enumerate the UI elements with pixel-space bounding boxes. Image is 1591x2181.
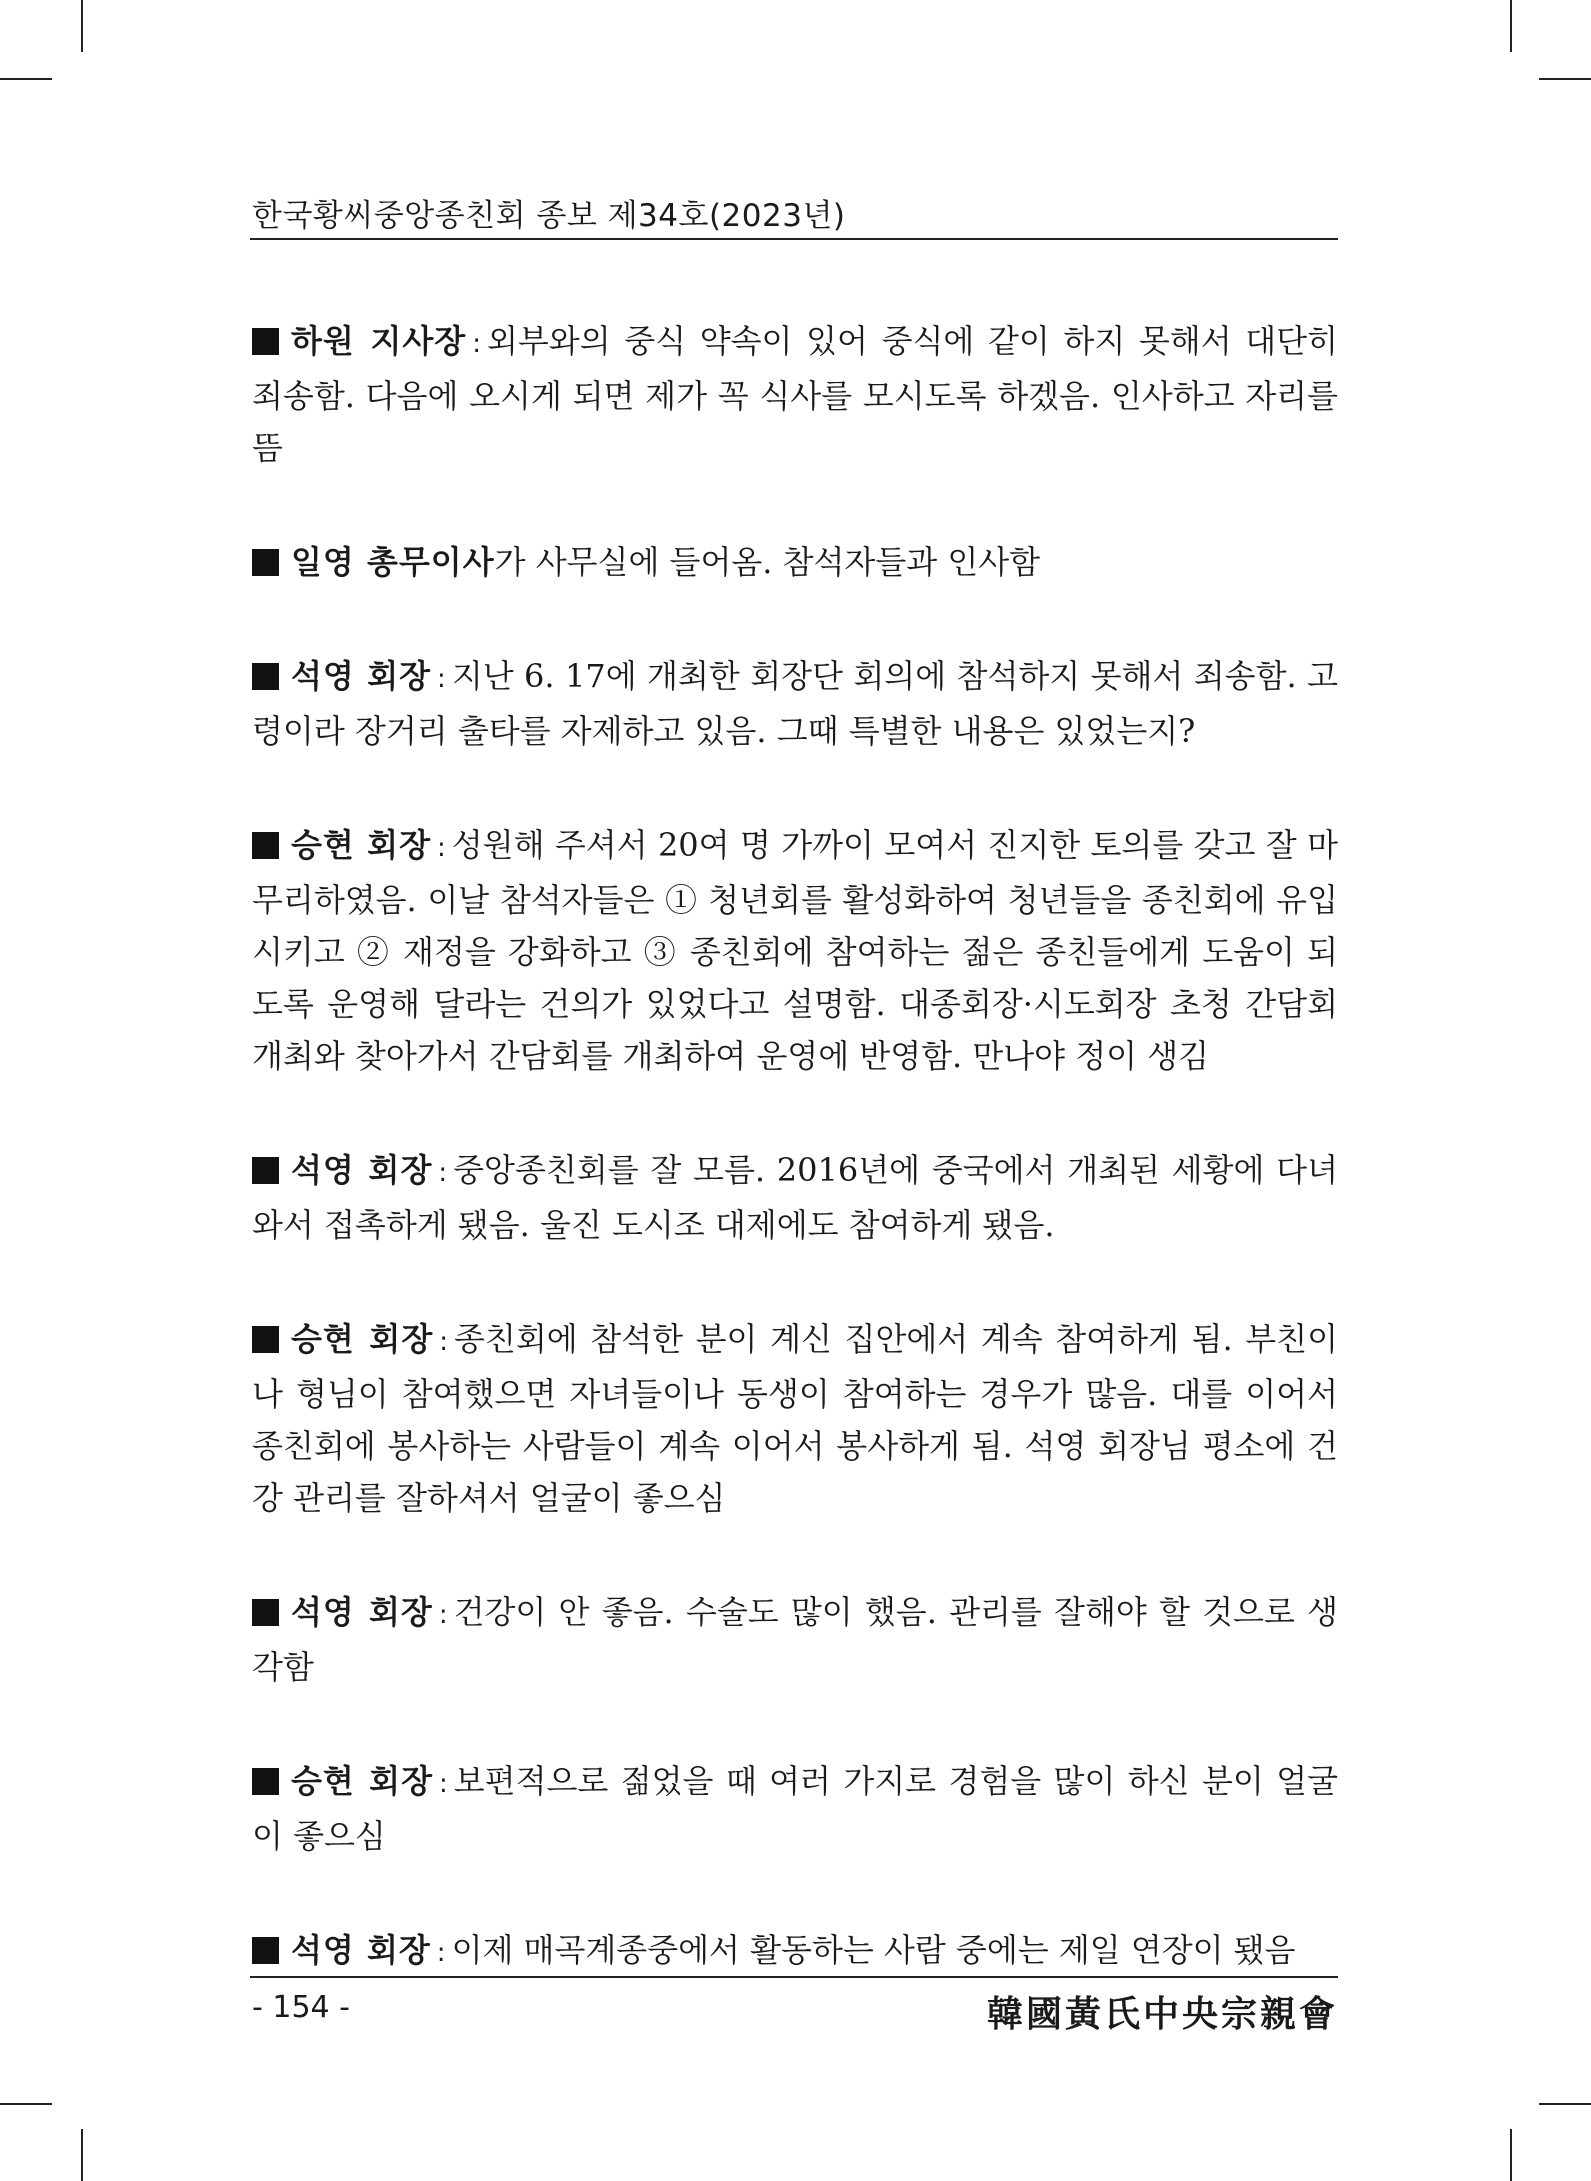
speaker-name: 석영 회장: [291, 1931, 431, 1969]
separator: :: [436, 1938, 446, 1968]
paragraph-text: 건강이 안 좋음. 수술도 많이 했음. 관리를 잘해야 할 것으로 생각함: [252, 1593, 1339, 1686]
square-bullet-icon: [252, 1768, 279, 1795]
paragraph-text: 외부와의 중식 약속이 있어 중식에 같이 하지 못해서 대단히 죄송함. 다음에 오시게 되면 제가 꼭 식사를 모시도록 하겠음. 인사하고 자리를 뜸: [252, 322, 1339, 467]
paragraph-text: 가 사무실에 들어옴. 참석자들과 인사함: [494, 543, 1041, 581]
separator: :: [438, 1600, 448, 1630]
separator: :: [436, 833, 446, 863]
speaker-name: 석영 회장: [291, 1151, 433, 1189]
paragraph-text: 이제 매곡계종중에서 활동하는 사람 중에는 제일 연장이 됐음: [451, 1931, 1296, 1969]
paragraph: [252, 1924, 1338, 1979]
paragraph: [252, 1755, 1338, 1862]
crop-mark: [1539, 2103, 1591, 2105]
separator: :: [472, 329, 481, 359]
paragraph: [252, 1144, 1338, 1251]
paragraph: [252, 1586, 1338, 1693]
speaker-name: 승현 회장: [291, 1762, 433, 1800]
square-bullet-icon: [252, 328, 279, 355]
speaker-name: 승현 회장: [291, 1320, 434, 1358]
running-header-title: 한국황씨중앙종친회 종보 제34호(2023년): [252, 198, 846, 234]
square-bullet-icon: [252, 663, 279, 690]
separator: :: [438, 1158, 448, 1188]
footer-divider: [250, 1976, 1338, 1978]
square-bullet-icon: [252, 1157, 279, 1184]
speaker-name: 승현 회장: [291, 826, 431, 864]
speaker-name: 석영 회장: [291, 657, 432, 695]
crop-mark: [0, 2103, 52, 2105]
header-divider: [250, 238, 1338, 240]
crop-mark: [1539, 78, 1591, 80]
separator: :: [437, 664, 446, 694]
crop-mark: [1510, 2129, 1512, 2181]
paragraph-text: 종친회에 참석한 분이 계신 집안에서 계속 참여하게 됨. 부친이나 형님이 참여했으면 자녀들이나 동생이 참여하는 경우가 많음. 대를 이어서 종친회에 봉사하는 사람들이 계속 이어서 봉사하게 됨. 석영 회장님 평소에 건강 관리를 잘하셔서 얼굴이 좋으심: [252, 1320, 1338, 1517]
paragraph: [252, 536, 1338, 588]
square-bullet-icon: [252, 549, 279, 576]
crop-mark: [81, 2129, 83, 2181]
paragraph-text: 성원해 주셔서 20여 명 가까이 모여서 진지한 토의를 갖고 잘 마무리하였음. 이날 참석자들은 ① 청년회를 활성화하여 청년들을 종친회에 유입시키고 ② 재정을 강화하고 ③ 종친회에 참여하는 젊은 종친들에게 도움이 되도록 운영해 달라는 건의가 있었다고 설명함. 대종회장·시도회장 초청 간담회 개최와 찾아가서 간담회를 개최하여 운영에 반영함. 만나야 정이 생김: [252, 826, 1338, 1075]
paragraph: [252, 1313, 1338, 1524]
paragraph: [252, 315, 1338, 474]
separator: :: [439, 1769, 448, 1799]
square-bullet-icon: [252, 1937, 279, 1964]
paragraph-text: 보편적으로 젊었을 때 여러 가지로 경험을 많이 하신 분이 얼굴이 좋으심: [252, 1762, 1338, 1855]
crop-mark: [81, 0, 83, 52]
paragraph-text: 중앙종친회를 잘 모름. 2016년에 중국에서 개최된 세황에 다녀와서 접촉하게 됐음. 울진 도시조 대제에도 참여하게 됐음.: [252, 1151, 1338, 1244]
speaker-name: 석영 회장: [291, 1593, 433, 1631]
page-number: - 154 -: [252, 1990, 350, 2025]
square-bullet-icon: [252, 1326, 279, 1353]
speaker-name: 하원 지사장: [291, 322, 467, 360]
paragraph-text: 지난 6. 17에 개최한 회장단 회의에 참석하지 못해서 죄송함. 고령이라 장거리 출타를 자제하고 있음. 그때 특별한 내용은 있었는지?: [252, 657, 1338, 750]
paragraph: [252, 650, 1338, 757]
crop-mark: [1510, 0, 1512, 52]
speaker-name: 일영 총무이사: [291, 543, 495, 581]
page-body: [252, 315, 1338, 2041]
organization-logo: 韓國黃氏中央宗親會: [986, 1993, 1338, 2035]
square-bullet-icon: [252, 832, 279, 859]
separator: :: [439, 1327, 449, 1357]
square-bullet-icon: [252, 1599, 279, 1626]
crop-mark: [0, 78, 52, 80]
paragraph: [252, 819, 1338, 1082]
